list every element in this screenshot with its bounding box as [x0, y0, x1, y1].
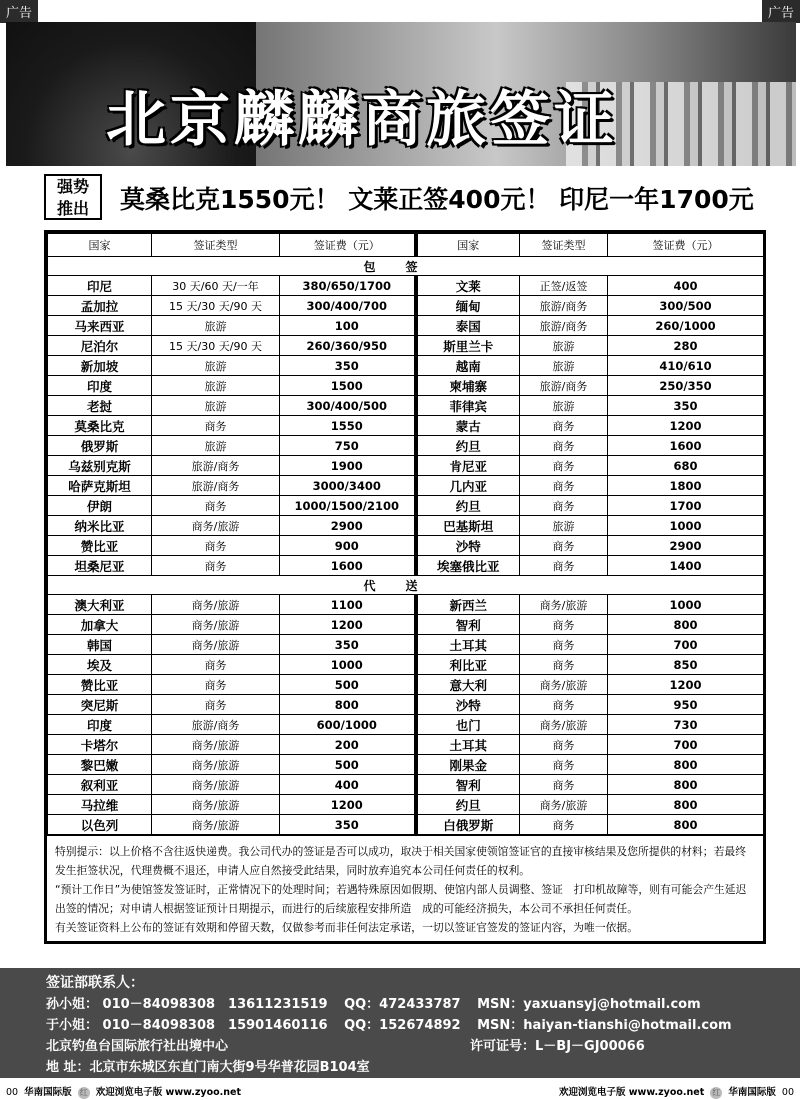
visa-fee-cell: 400 [608, 276, 764, 296]
country-cell: 新加坡 [48, 356, 152, 376]
visa-fee-cell: 3000/3400 [280, 476, 416, 496]
country-cell: 柬埔寨 [416, 376, 520, 396]
section-package-label: 包签 [48, 257, 764, 276]
visa-type-cell: 商务/旅游 [152, 815, 280, 835]
table-row [48, 436, 764, 456]
visa-type-cell: 商务 [520, 436, 608, 456]
country-cell: 土耳其 [416, 735, 520, 755]
promo-badge-line2: 推出 [56, 199, 89, 218]
visa-type-cell: 旅游 [152, 436, 280, 456]
visa-fee-cell: 800 [608, 615, 764, 635]
table-row [48, 376, 764, 396]
country-cell: 刚果金 [416, 755, 520, 775]
table-row [48, 675, 764, 695]
visa-fee-cell: 350 [280, 356, 416, 376]
country-cell: 伊朗 [48, 496, 152, 516]
country-cell: 卡塔尔 [48, 735, 152, 755]
visa-fee-cell: 800 [608, 815, 764, 835]
banner-title: 北京麟麟商旅签证 [106, 85, 618, 155]
country-cell: 埃塞俄比亚 [416, 556, 520, 576]
country-cell: 也门 [416, 715, 520, 735]
visa-type-cell: 商务 [152, 655, 280, 675]
visa-fee-cell: 800 [608, 775, 764, 795]
table-row [48, 595, 764, 615]
country-cell: 意大利 [416, 675, 520, 695]
visa-fee-cell: 1000 [280, 655, 416, 675]
visa-type-cell: 旅游/商务 [152, 476, 280, 496]
logo-icon-right: 红 [712, 1087, 721, 1097]
right-slogan: 欢迎浏览电子版 www.zyoo.net [558, 1087, 705, 1098]
visa-type-cell: 商务 [520, 556, 608, 576]
contact-yu-name: 于小姐： [46, 1018, 99, 1033]
visa-type-cell: 旅游/商务 [152, 456, 280, 476]
visa-type-cell: 商务 [520, 635, 608, 655]
visa-fee-cell: 350 [608, 396, 764, 416]
visa-type-cell: 商务/旅游 [520, 795, 608, 815]
country-cell: 以色列 [48, 815, 152, 835]
visa-type-cell: 旅游/商务 [520, 376, 608, 396]
note-paragraph: 有关签证资料上公布的签证有效期和停留天数，仅做参考而非任何法定承诺，一切以签证官签发的签证内容，为唯一依据。 [55, 921, 639, 934]
country-cell: 尼泊尔 [48, 336, 152, 356]
country-cell: 智利 [416, 615, 520, 635]
visa-fee-cell: 250/350 [608, 376, 764, 396]
column-header: 国家 [48, 234, 152, 257]
visa-type-cell: 旅游 [152, 316, 280, 336]
contact-yu [46, 1014, 732, 1033]
visa-type-cell: 商务 [152, 416, 280, 436]
table-row [48, 795, 764, 815]
visa-fee-cell: 300/400/700 [280, 296, 416, 316]
country-cell: 赞比亚 [48, 536, 152, 556]
bottom-left [6, 1084, 241, 1099]
banner [6, 22, 796, 166]
visa-fee-cell: 350 [280, 815, 416, 835]
price-grid [47, 233, 764, 835]
visa-type-cell: 商务 [520, 755, 608, 775]
left-edition: 华南国际版 [24, 1087, 72, 1098]
table-row [48, 755, 764, 775]
table-row [48, 695, 764, 715]
visa-type-cell: 商务/旅游 [152, 635, 280, 655]
country-cell: 约旦 [416, 496, 520, 516]
visa-fee-cell: 260/360/950 [280, 336, 416, 356]
table-row [48, 615, 764, 635]
country-cell: 沙特 [416, 695, 520, 715]
section-package [48, 257, 764, 276]
visa-fee-cell: 800 [280, 695, 416, 715]
country-cell: 埃及 [48, 655, 152, 675]
notes [47, 835, 763, 941]
visa-fee-cell: 1600 [608, 436, 764, 456]
visa-type-cell: 商务 [152, 695, 280, 715]
visa-type-cell: 正签/返签 [520, 276, 608, 296]
visa-type-cell: 商务/旅游 [152, 795, 280, 815]
right-page-number: 00 [781, 1087, 794, 1098]
visa-fee-cell: 700 [608, 735, 764, 755]
table-row [48, 356, 764, 376]
country-cell: 纳米比亚 [48, 516, 152, 536]
country-cell: 赞比亚 [48, 675, 152, 695]
contact-footer [0, 968, 800, 1078]
visa-fee-cell: 410/610 [608, 356, 764, 376]
country-cell: 孟加拉 [48, 296, 152, 316]
visa-fee-cell: 800 [608, 755, 764, 775]
visa-fee-cell: 950 [608, 695, 764, 715]
country-cell: 坦桑尼亚 [48, 556, 152, 576]
contact-yu-phone: 010－84098308 15901460116 [102, 1018, 328, 1033]
visa-fee-cell: 900 [280, 536, 416, 556]
visa-fee-cell: 800 [608, 795, 764, 815]
left-page-number: 00 [6, 1087, 19, 1098]
contact-sun-msn: MSN：yaxuansyj@hotmail.com [477, 997, 701, 1012]
country-cell: 新西兰 [416, 595, 520, 615]
visa-fee-cell: 1200 [280, 615, 416, 635]
ad-tag-left: 广告 [0, 0, 38, 23]
table-row [48, 316, 764, 336]
bottom-bar [0, 1082, 800, 1100]
visa-type-cell: 商务 [520, 536, 608, 556]
visa-fee-cell: 600/1000 [280, 715, 416, 735]
visa-fee-cell: 700 [608, 635, 764, 655]
table-row [48, 556, 764, 576]
visa-type-cell: 旅游/商务 [152, 715, 280, 735]
visa-type-cell: 商务 [520, 456, 608, 476]
country-cell: 老挝 [48, 396, 152, 416]
contact-sun-qq: QQ：472433787 [344, 997, 461, 1012]
visa-type-cell: 商务/旅游 [152, 595, 280, 615]
visa-fee-cell: 1000 [608, 595, 764, 615]
visa-type-cell: 商务 [520, 476, 608, 496]
country-cell: 加拿大 [48, 615, 152, 635]
table-row [48, 735, 764, 755]
visa-type-cell: 商务/旅游 [152, 615, 280, 635]
country-cell: 突尼斯 [48, 695, 152, 715]
country-cell: 智利 [416, 775, 520, 795]
promo-badge [44, 174, 102, 220]
visa-fee-cell: 500 [280, 755, 416, 775]
country-cell: 韩国 [48, 635, 152, 655]
visa-type-cell: 商务 [152, 556, 280, 576]
promo-strip [38, 170, 800, 222]
visa-type-cell: 旅游 [520, 356, 608, 376]
country-cell: 澳大利亚 [48, 595, 152, 615]
contact-sun-phone: 010－84098308 13611231519 [102, 997, 328, 1012]
visa-fee-cell: 200 [280, 735, 416, 755]
table-row [48, 456, 764, 476]
visa-fee-cell: 2900 [608, 536, 764, 556]
visa-type-cell: 商务 [520, 416, 608, 436]
left-slogan: 欢迎浏览电子版 www.zyoo.net [95, 1087, 242, 1098]
section-proxy-label: 代送 [48, 576, 764, 595]
visa-type-cell: 商务 [152, 536, 280, 556]
note-paragraph: “预计工作日”为使馆签发签证时，正常情况下的处理时间；若遇特殊原因如假期、使馆内部人员调整、签证 打印机故障等，则有可能会产生延迟出签的情况；对申请人根据签证预计日期提示，而进行的后续旅程安排所造 成的可能经济损失，本公司不承担任何责任。 [55, 883, 747, 915]
visa-fee-cell: 260/1000 [608, 316, 764, 336]
visa-fee-cell: 1700 [608, 496, 764, 516]
ad-tag-right: 广告 [762, 0, 800, 23]
visa-type-cell: 30 天/60 天/一年 [152, 276, 280, 296]
visa-type-cell: 旅游 [152, 356, 280, 376]
visa-fee-cell: 1800 [608, 476, 764, 496]
country-cell: 越南 [416, 356, 520, 376]
visa-type-cell: 旅游/商务 [520, 296, 608, 316]
table-row [48, 775, 764, 795]
visa-type-cell: 商务/旅游 [520, 715, 608, 735]
country-cell: 菲律宾 [416, 396, 520, 416]
country-cell: 哈萨克斯坦 [48, 476, 152, 496]
contact-license: 许可证号：L－BJ－GJ00066 [470, 1039, 645, 1054]
country-cell: 黎巴嫩 [48, 755, 152, 775]
visa-type-cell: 商务/旅游 [152, 775, 280, 795]
visa-type-cell: 旅游 [152, 396, 280, 416]
visa-type-cell: 商务/旅游 [152, 755, 280, 775]
table-row [48, 336, 764, 356]
promo-headline: 莫桑比克1550元！ 文莱正签400元！ 印尼一年1700元 [120, 185, 754, 214]
visa-type-cell: 商务/旅游 [520, 675, 608, 695]
country-cell: 约旦 [416, 436, 520, 456]
country-cell: 叙利亚 [48, 775, 152, 795]
visa-type-cell: 商务 [520, 655, 608, 675]
visa-fee-cell: 280 [608, 336, 764, 356]
visa-type-cell: 商务 [520, 775, 608, 795]
promo-badge-line1: 强势 [56, 177, 89, 196]
country-cell: 肯尼亚 [416, 456, 520, 476]
table-row [48, 715, 764, 735]
visa-fee-cell: 1200 [280, 795, 416, 815]
country-cell: 俄罗斯 [48, 436, 152, 456]
visa-type-cell: 商务 [520, 695, 608, 715]
table-row [48, 655, 764, 675]
visa-fee-cell: 400 [280, 775, 416, 795]
contact-sun [46, 993, 701, 1012]
visa-fee-cell: 300/500 [608, 296, 764, 316]
column-header: 签证费（元） [280, 234, 416, 257]
visa-fee-cell: 500 [280, 675, 416, 695]
column-header: 国家 [416, 234, 520, 257]
visa-fee-cell: 1000 [608, 516, 764, 536]
visa-fee-cell: 730 [608, 715, 764, 735]
visa-type-cell: 15 天/30 天/90 天 [152, 336, 280, 356]
visa-type-cell: 旅游 [520, 336, 608, 356]
table-row [48, 296, 764, 316]
country-cell: 文莱 [416, 276, 520, 296]
country-cell: 马拉维 [48, 795, 152, 815]
visa-type-cell: 商务/旅游 [152, 516, 280, 536]
country-cell: 巴基斯坦 [416, 516, 520, 536]
country-cell: 泰国 [416, 316, 520, 336]
visa-type-cell: 商务/旅游 [152, 735, 280, 755]
contact-yu-qq: QQ：152674892 [344, 1018, 461, 1033]
country-cell: 斯里兰卡 [416, 336, 520, 356]
table-row [48, 516, 764, 536]
visa-type-cell: 旅游 [152, 376, 280, 396]
visa-fee-cell: 2900 [280, 516, 416, 536]
right-edition: 华南国际版 [728, 1087, 776, 1098]
column-header: 签证类型 [520, 234, 608, 257]
table-row [48, 815, 764, 835]
contact-heading: 签证部联系人： [46, 975, 144, 991]
visa-fee-cell: 1400 [608, 556, 764, 576]
visa-fee-cell: 1600 [280, 556, 416, 576]
table-row [48, 476, 764, 496]
bottom-right [559, 1084, 794, 1099]
visa-fee-cell: 350 [280, 635, 416, 655]
country-cell: 蒙古 [416, 416, 520, 436]
table-row [48, 416, 764, 436]
visa-fee-cell: 1900 [280, 456, 416, 476]
visa-fee-cell: 1100 [280, 595, 416, 615]
country-cell: 印度 [48, 376, 152, 396]
country-cell: 马来西亚 [48, 316, 152, 336]
contact-address: 地 址：北京市东城区东直门南大街9号华普花园B104室 [46, 1060, 370, 1075]
country-cell: 沙特 [416, 536, 520, 556]
country-cell: 白俄罗斯 [416, 815, 520, 835]
contact-company: 北京钓鱼台国际旅行社出境中心 [46, 1039, 229, 1054]
contact-sun-name: 孙小姐： [46, 997, 99, 1012]
table-header-row [48, 234, 764, 257]
country-cell: 土耳其 [416, 635, 520, 655]
visa-fee-cell: 680 [608, 456, 764, 476]
visa-type-cell: 商务/旅游 [520, 595, 608, 615]
country-cell: 约旦 [416, 795, 520, 815]
visa-fee-cell: 1550 [280, 416, 416, 436]
visa-fee-cell: 850 [608, 655, 764, 675]
visa-type-cell: 商务 [520, 615, 608, 635]
visa-type-cell: 旅游/商务 [520, 316, 608, 336]
table-row [48, 635, 764, 655]
country-cell: 乌兹别克斯 [48, 456, 152, 476]
country-cell: 几内亚 [416, 476, 520, 496]
table-row [48, 496, 764, 516]
column-header: 签证费（元） [608, 234, 764, 257]
country-cell: 印尼 [48, 276, 152, 296]
visa-type-cell: 旅游 [520, 396, 608, 416]
visa-fee-cell: 100 [280, 316, 416, 336]
country-cell: 印度 [48, 715, 152, 735]
visa-type-cell: 商务 [520, 496, 608, 516]
visa-type-cell: 商务 [152, 675, 280, 695]
visa-fee-cell: 750 [280, 436, 416, 456]
visa-fee-cell: 1000/1500/2100 [280, 496, 416, 516]
country-cell: 莫桑比克 [48, 416, 152, 436]
section-proxy [48, 576, 764, 595]
country-cell: 缅甸 [416, 296, 520, 316]
visa-fee-cell: 1200 [608, 675, 764, 695]
logo-icon-left: 红 [79, 1087, 88, 1097]
visa-type-cell: 旅游 [520, 516, 608, 536]
contact-yu-msn: MSN：haiyan-tianshi@hotmail.com [477, 1018, 732, 1033]
visa-fee-cell: 380/650/1700 [280, 276, 416, 296]
column-header: 签证类型 [152, 234, 280, 257]
visa-type-cell: 商务 [520, 735, 608, 755]
visa-type-cell: 商务 [152, 496, 280, 516]
table-row [48, 276, 764, 296]
note-paragraph: 特别提示：以上价格不含往返快递费。我公司代办的签证是否可以成功，取决于相关国家使领馆签证官的直接审核结果及您所提供的材料；若最终发生拒签状况，代理费概不退还，申请人应自然接受此结果，同时放弃追究本公司任何责任的权利。 [55, 845, 746, 877]
visa-fee-cell: 1500 [280, 376, 416, 396]
visa-fee-cell: 1200 [608, 416, 764, 436]
visa-type-cell: 商务 [520, 815, 608, 835]
table-row [48, 396, 764, 416]
visa-price-table [44, 230, 766, 944]
table-row [48, 536, 764, 556]
country-cell: 利比亚 [416, 655, 520, 675]
visa-fee-cell: 300/400/500 [280, 396, 416, 416]
visa-type-cell: 15 天/30 天/90 天 [152, 296, 280, 316]
